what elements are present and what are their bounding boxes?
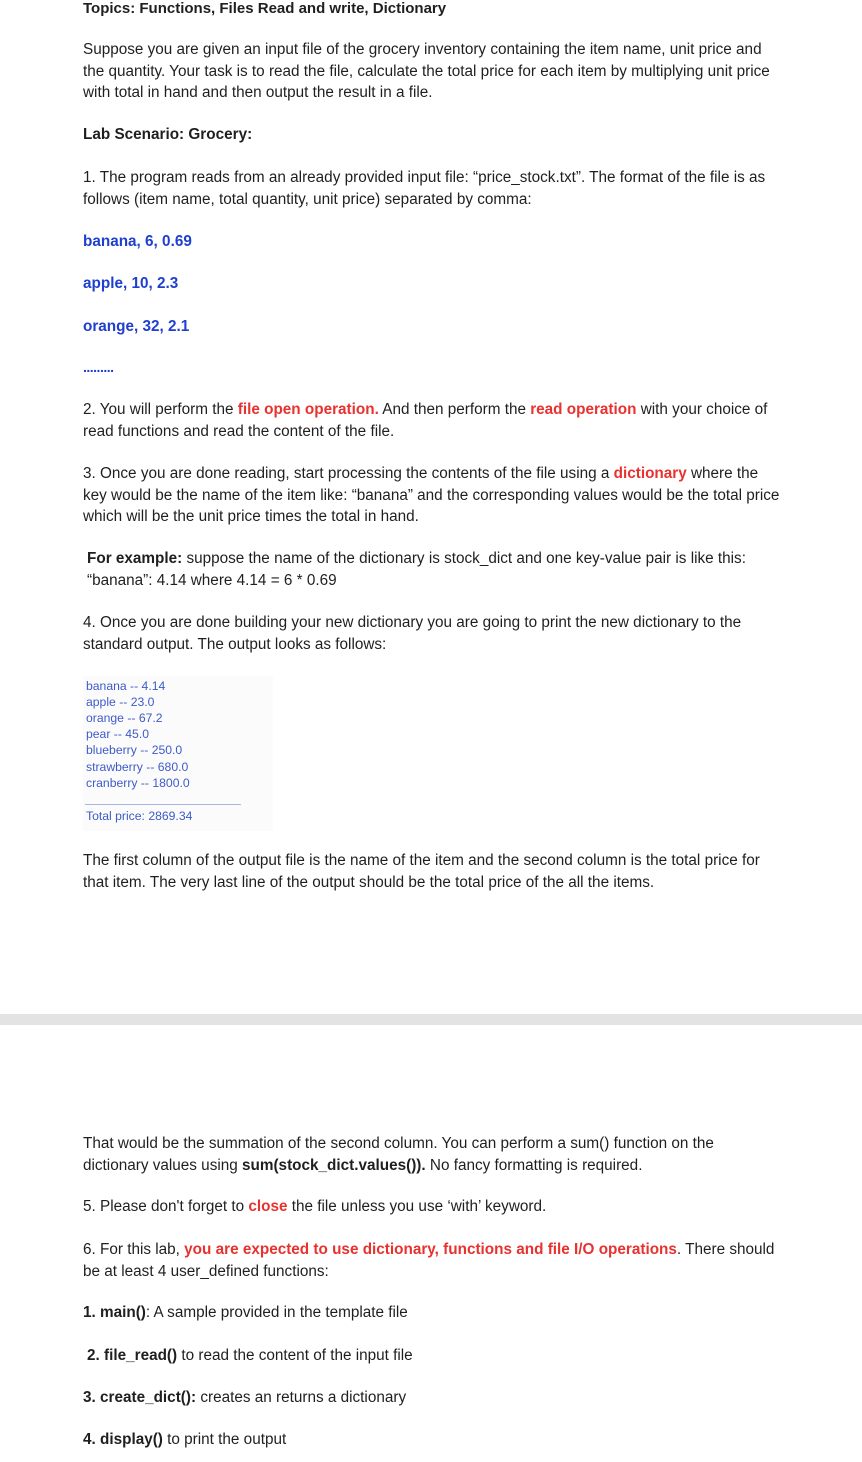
function-create-dict: 3. create_dict(): creates an returns a dictionary — [83, 1389, 407, 1406]
function-display: 4. display() to print the output — [83, 1431, 287, 1448]
output-line: strawberry -- 680.0 — [86, 760, 189, 774]
close-highlight: close — [248, 1198, 288, 1215]
output-explanation: The first column of the output file is the name of the item and the second column is the total price for that item. The very last line of the output should be the total price of the all the items. — [83, 852, 760, 891]
output-line: blueberry -- 250.0 — [86, 743, 183, 757]
step-5: 5. Please don't forget to close the file unless you use ‘with’ keyword. — [83, 1198, 547, 1215]
requirements-highlight: you are expected to use dictionary, functions and file I/O operations — [184, 1241, 677, 1258]
dictionary-highlight: dictionary — [613, 465, 687, 482]
read-operation-highlight: read operation — [530, 401, 637, 418]
scenario-heading: Lab Scenario: Grocery: — [83, 126, 253, 143]
summation-paragraph: That would be the summation of the second column. You can perform a sum() function on the dictionary values using sum(stock_dict.values()). No fancy formatting is required. — [83, 1135, 714, 1174]
sample-output-panel — [83, 676, 273, 831]
function-file-read: 2. file_read() to read the content of the input file — [87, 1347, 413, 1364]
input-line-banana: banana, 6, 0.69 — [83, 233, 192, 250]
step-4: 4. Once you are done building your new dictionary you are going to print the new dictionary to the standard output. The output looks as follows: — [83, 614, 742, 653]
output-line: orange -- 67.2 — [86, 711, 163, 725]
output-total: Total price: 2869.34 — [86, 809, 193, 823]
intro-paragraph: Suppose you are given an input file of the grocery inventory containing the item name, unit price and the quantity. Your task is to read the file, calculate the total price for each item by multiplying unit price with total in hand and then output the result in a file. — [83, 41, 770, 101]
output-line: apple -- 23.0 — [86, 695, 155, 709]
output-line: pear -- 45.0 — [86, 727, 150, 741]
step-3: 3. Once you are done reading, start processing the contents of the file using a dictionary where the key would be the name of the item like: “banana” and the corresponding values would be the total price which will be the unit price times the total in hand. — [83, 465, 780, 525]
output-line: banana -- 4.14 — [86, 679, 166, 693]
example-paragraph: For example: suppose the name of the dictionary is stock_dict and one key-value pair is like this: “banana”: 4.14 where 4.14 = 6 * 0.69 — [87, 550, 746, 589]
file-open-highlight: file open operation. — [237, 401, 379, 418]
input-line-orange: orange, 32, 2.1 — [83, 318, 190, 335]
step-1: 1. The program reads from an already provided input file: “price_stock.txt”. The format of the file is as follows (item name, total quantity, unit price) separated by comma: — [83, 169, 766, 208]
function-main: 1. main(): A sample provided in the template file — [83, 1304, 408, 1321]
page-break — [0, 1014, 862, 1025]
step-6: 6. For this lab, you are expected to use dictionary, functions and file I/O operations. There should be at least 4 user_defined functions: — [83, 1241, 775, 1280]
output-line: cranberry -- 1800.0 — [86, 776, 190, 790]
input-ellipsis: ......... — [83, 359, 114, 375]
input-line-apple: apple, 10, 2.3 — [83, 275, 179, 292]
page-title: Topics: Functions, Files Read and write, Dictionary — [83, 0, 447, 17]
step-2: 2. You will perform the file open operation. And then perform the read operation with your choice of read functions and read the content of the file. — [83, 401, 768, 440]
output-divider — [85, 804, 241, 805]
